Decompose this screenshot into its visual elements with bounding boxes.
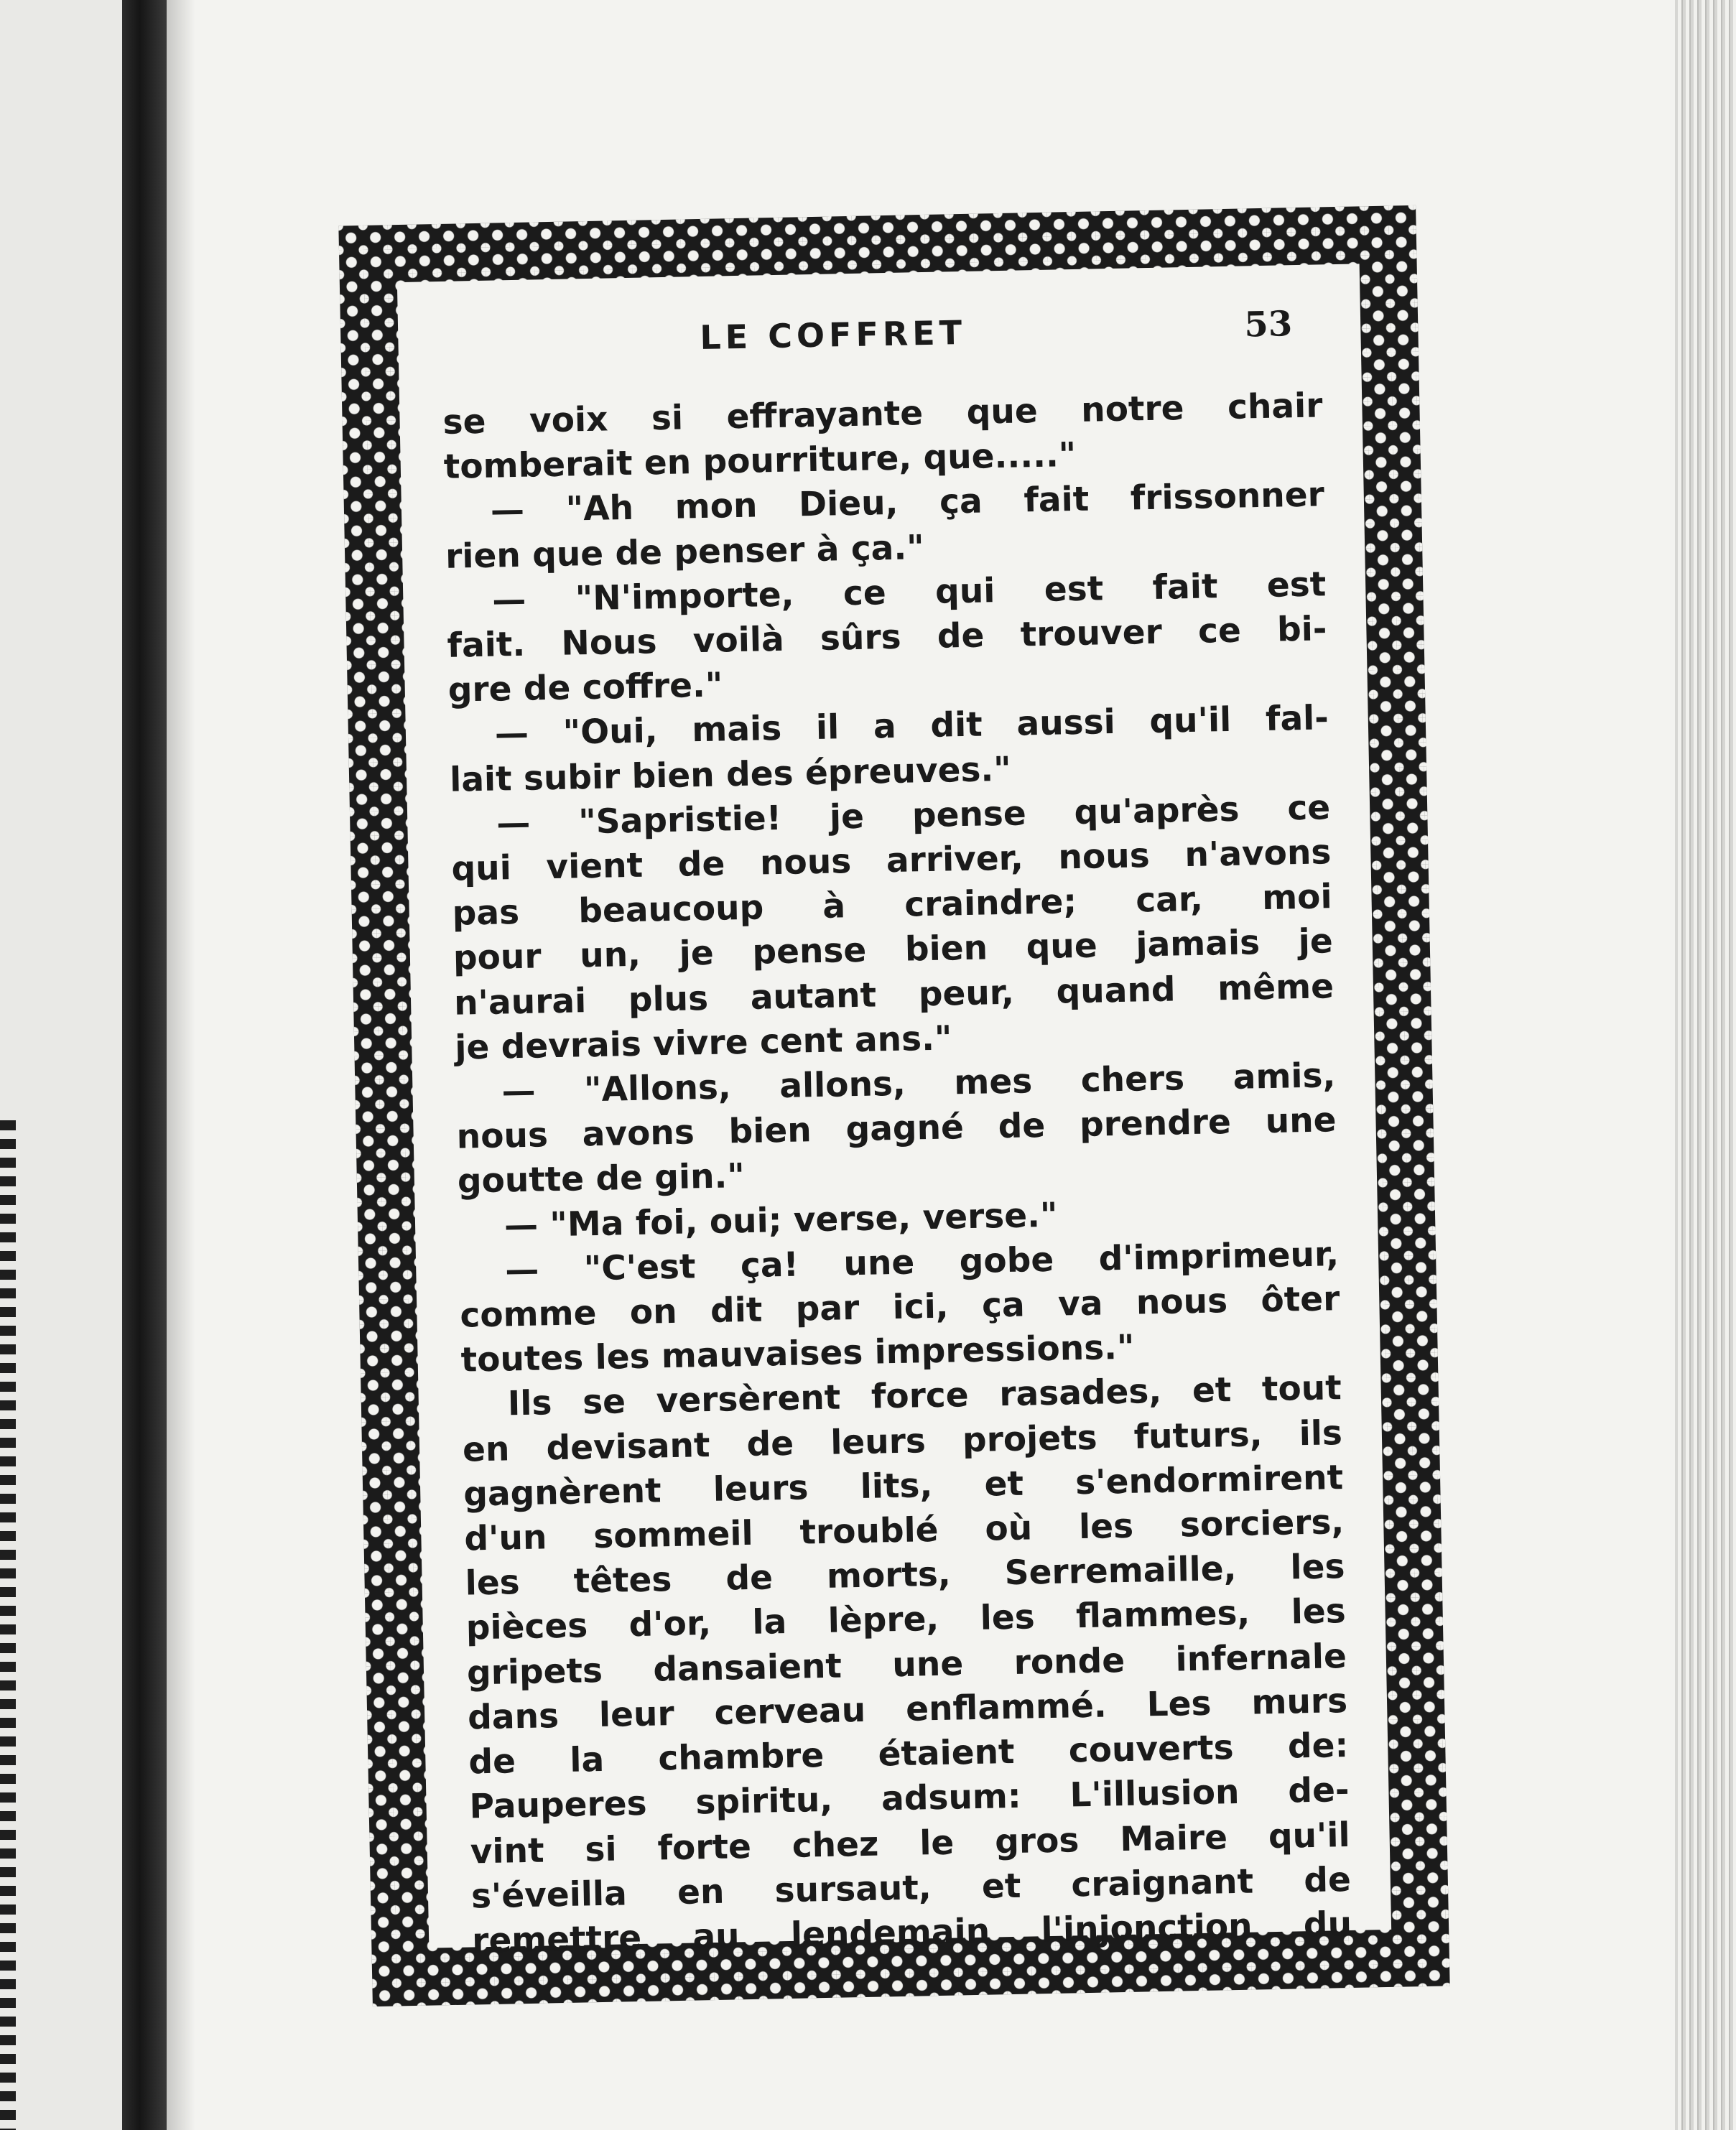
text-line: Pauperes spiritu, adsum: L'illusion de- [469,1770,1350,1827]
text-line: — "Ah mon Dieu, ça fait frissonner [490,475,1325,531]
ornamental-border [338,205,1449,2006]
text-line: gripets dansaient une ronde infernale [466,1636,1347,1693]
text-line: comme on dit par ici, ça va nous ôter [459,1279,1340,1336]
text-line: — "Allons, allons, mes chers amis, [501,1056,1336,1112]
text-line: gagnèrent leurs lits, et s'endormirent [463,1457,1344,1515]
body-text [442,383,1352,1963]
text-line: — "N'importe, ce qui est fait est [491,564,1327,620]
book-gutter [122,0,167,2130]
gutter-shadow [167,0,195,2130]
text-line: en devisant de leurs projets futurs, ils [462,1413,1343,1470]
page-stack-edge [1675,0,1736,2130]
text-line: pas beaucoup à craindre; car, moi [452,877,1333,934]
text-line: remettre au lendemain l'injonction du [471,1904,1352,1961]
running-title: LE COFFRET [699,312,967,357]
page-number: 53 [1243,304,1293,345]
facing-page-border-fragment [0,1120,16,2130]
text-line: n'aurai plus autant peur, quand même [453,966,1335,1023]
text-line: lait subir bien des épreuves." [449,749,1012,800]
text-line: — "Sapristie! je pense qu'après ce [496,788,1331,844]
page-content [441,293,1352,1961]
text-line: gre de coffre." [447,665,723,711]
text-line: je devrais vivre cent ans." [454,1018,952,1068]
text-line: fait. Nous voilà sûrs de trouver ce bi- [447,609,1327,666]
text-line: nous avons bien gagné de prendre une [456,1100,1337,1157]
facing-page [0,0,122,2130]
text-line: — "C'est ça! une gobe d'imprimeur, [504,1234,1340,1290]
text-line: dans leur cerveau enflammé. Les murs [467,1680,1348,1738]
text-line: goutte de gin." [457,1156,746,1202]
text-line: — "Oui, mais il a dit aussi qu'il fal- [494,698,1329,754]
text-line: toutes les mauvaises impressions." [460,1327,1135,1380]
text-line: qui vient de nous arriver, nous n'avons [451,832,1332,889]
text-line: — "Ma foi, oui; verse, verse." [503,1195,1058,1246]
text-line: pièces d'or, la lèpre, les flammes, les [465,1591,1347,1649]
text-line: s'éveilla en sursaut, et craignant de [470,1859,1352,1917]
text-line: pour un, je pense bien que jamais je [452,921,1334,979]
text-line: vint si forte chez le gros Maire qu'il [470,1815,1351,1872]
text-line: se voix si effrayante que notre chair [442,386,1323,442]
text-line: Ils se versèrent force rasades, et tout [507,1368,1342,1424]
text-line: d'un sommeil troublé où les sorciers, [463,1502,1345,1559]
text-line: les têtes de morts, Serremaille, les [465,1547,1345,1604]
text-line: rien que de penser à ça." [445,527,925,577]
text-line: de la chambre étaient couverts de: [468,1726,1349,1782]
text-line: tomberait en pourriture, que....." [443,435,1077,488]
